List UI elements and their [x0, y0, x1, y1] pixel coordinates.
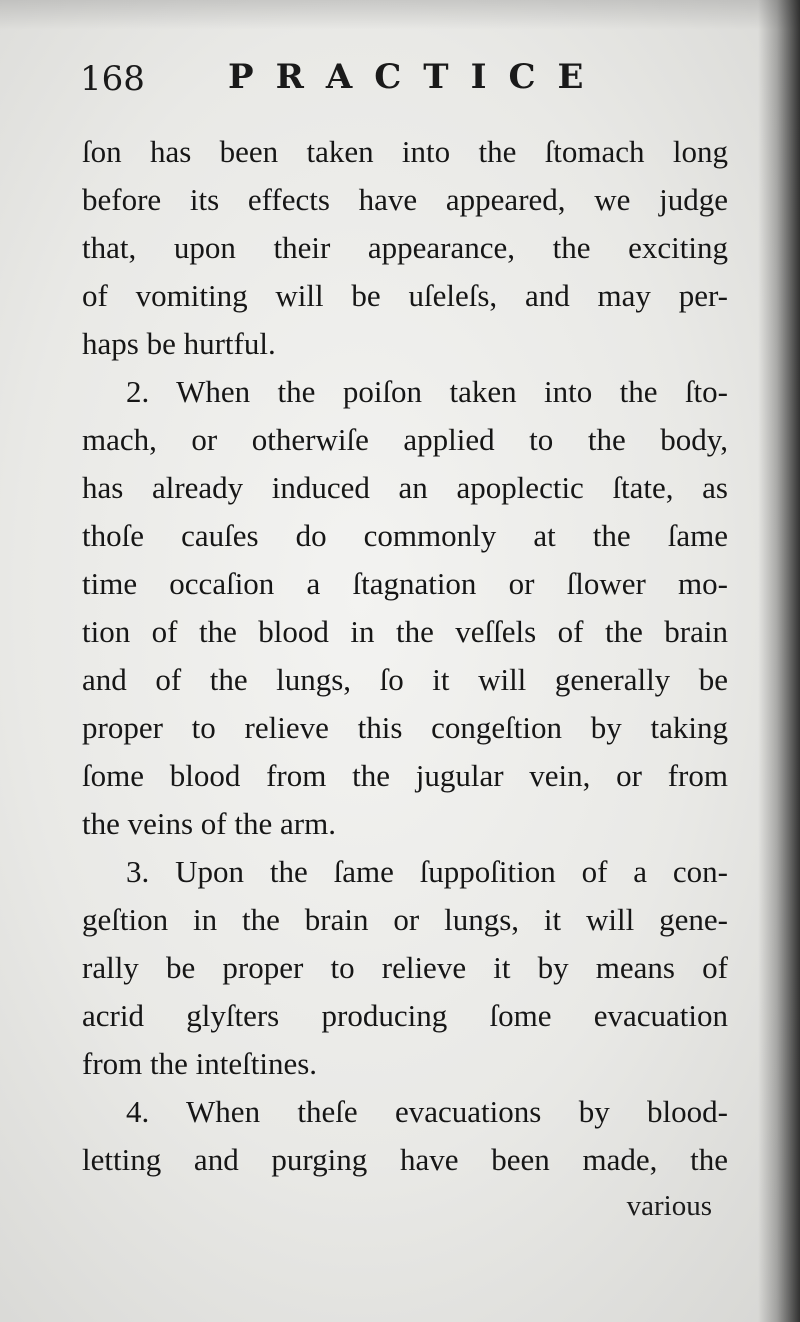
text-line: mach, or otherwiſe applied to the body,: [82, 422, 728, 457]
text-line: and of the lungs, ſo it will generally be: [82, 662, 728, 697]
text-line: the veins of the arm.: [82, 806, 336, 841]
text-line: letting and purging have been made, the: [82, 1142, 728, 1177]
page-number: 168: [80, 59, 145, 99]
text-line: has already induced an apoplectic ſtate, as: [82, 470, 728, 505]
text-line: time occaſion a ſtagnation or ſlower mo-: [82, 566, 728, 601]
text-line: haps be hurtful.: [82, 326, 276, 361]
running-head: PRACTICE: [228, 57, 606, 97]
text-line: that, upon their appearance, the exciting: [82, 230, 728, 265]
text-line: thoſe cauſes do commonly at the ſame: [82, 518, 728, 553]
text-line: of vomiting will be uſeleſs, and may per-: [82, 278, 728, 313]
page-header: [80, 55, 720, 105]
text-line: acrid glyſters producing ſome evacuation: [82, 998, 728, 1033]
text-line: proper to relieve this congeſtion by taking: [82, 710, 728, 745]
text-line: from the inteſtines.: [82, 1046, 318, 1081]
text-line: ſome blood from the jugular vein, or from: [82, 758, 728, 793]
text-line: tion of the blood in the veſſels of the brain: [82, 614, 728, 649]
text-line: before its effects have appeared, we judge: [82, 182, 728, 217]
text-line: ſon has been taken into the ſtomach long: [82, 134, 728, 169]
body-text: [82, 128, 728, 1184]
catchword: various: [626, 1190, 712, 1222]
paragraph-start-line: 4. When theſe evacuations by blood-: [126, 1094, 728, 1129]
text-line: rally be proper to relieve it by means of: [82, 950, 728, 985]
text-line: geſtion in the brain or lungs, it will gene-: [82, 902, 728, 937]
paragraph-start-line: 2. When the poiſon taken into the ſto-: [126, 374, 728, 409]
paragraph-start-line: 3. Upon the ſame ſuppoſition of a con-: [126, 854, 728, 889]
